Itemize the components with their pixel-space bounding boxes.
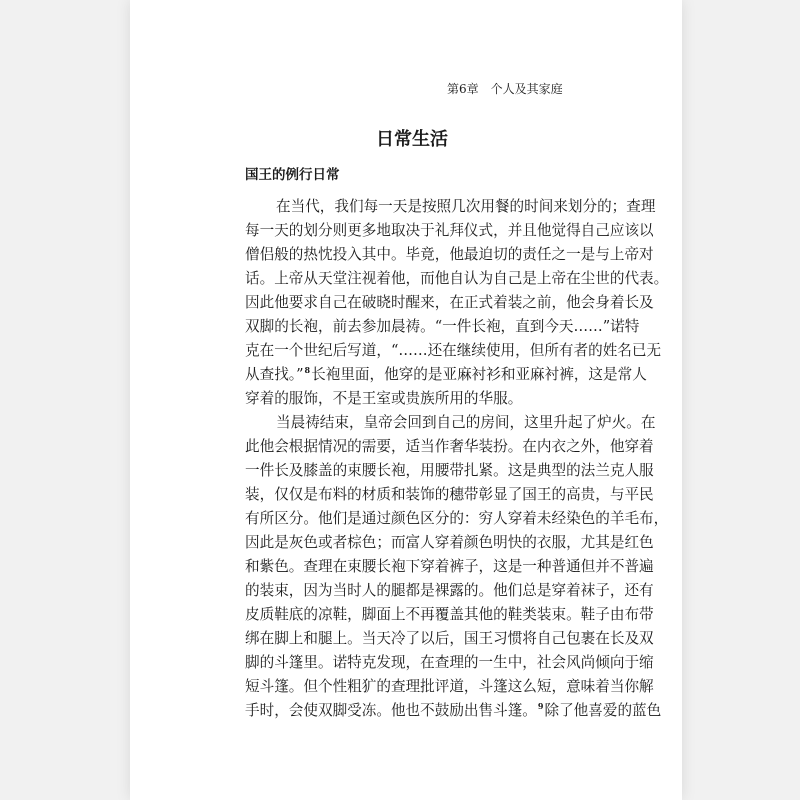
text-line — [245, 435, 654, 459]
text-line — [245, 603, 654, 627]
line-text: 和紫色。查理在束腰长袍下穿着裤子，这是一种普通但并不普遍 — [245, 558, 654, 575]
text-line — [245, 627, 654, 651]
text-line — [245, 699, 662, 723]
line-text: 长袍里面，他穿的是亚麻衬衫和亚麻衬裤，这是常人 — [311, 366, 647, 383]
text-line — [245, 555, 654, 579]
line-text: 克在一个世纪后写道，“……还在继续使用，但所有者的姓名已无 — [245, 342, 662, 359]
line-text: 因此是灰色或者棕色；而富人穿着颜色明快的衣服，尤其是红色 — [245, 534, 654, 551]
text-line — [245, 291, 654, 315]
text-line — [245, 363, 647, 387]
line-text: 皮质鞋底的凉鞋，脚面上不再覆盖其他的鞋类装束。鞋子由布带 — [245, 606, 654, 623]
body-text — [245, 195, 669, 723]
text-line — [245, 651, 654, 675]
text-line — [245, 219, 654, 243]
running-head: 第6章 个人及其家庭 — [447, 82, 563, 96]
text-line — [245, 411, 656, 435]
line-text: 当晨祷结束，皇帝会回到自己的房间，这里升起了炉火。在 — [276, 414, 656, 431]
text-line — [245, 579, 654, 603]
text-line — [245, 459, 654, 483]
line-text: 话。上帝从天堂注视着他，而他自认为自己是上帝在尘世的代表。 — [245, 270, 669, 287]
line-text: 在当代，我们每一天是按照几次用餐的时间来划分的；查理 — [276, 198, 656, 215]
text-line — [245, 195, 656, 219]
line-text: 手时，会使双脚受冻。他也不鼓励出售斗篷。 — [245, 702, 537, 719]
text-line — [245, 483, 654, 507]
line-text: 穿着的服饰，不是王室或贵族所用的华服。 — [245, 390, 523, 407]
text-line — [245, 387, 583, 411]
book-page — [130, 0, 682, 800]
line-text: 短斗篷。但个性粗犷的查理批评道，斗篷这么短，意味着当你解 — [245, 678, 654, 695]
text-line — [245, 531, 654, 555]
line-text: 从查找。” — [245, 366, 304, 383]
section-heading: 国王的例行日常 — [245, 167, 340, 183]
line-text: 一件长及膝盖的束腰长袍，用腰带扎紧。这是典型的法兰克人服 — [245, 462, 654, 479]
text-line — [245, 315, 640, 339]
line-text: 绑在脚上和腿上。当天冷了以后，国王习惯将自己包裹在长及双 — [245, 630, 654, 647]
footnote-marker: 9 — [537, 701, 544, 711]
text-line — [245, 339, 662, 363]
text-line — [245, 267, 669, 291]
text-line — [245, 507, 669, 531]
line-text: 僧侣般的热忱投入其中。毕竟，他最迫切的责任之一是与上帝对 — [245, 246, 654, 263]
line-text: 每一天的划分则更多地取决于礼拜仪式，并且他觉得自己应该以 — [245, 222, 654, 239]
line-text: 因此他要求自己在破晓时醒来，在正式着装之前，他会身着长及 — [245, 294, 654, 311]
text-line — [245, 675, 654, 699]
footnote-marker: 8 — [304, 365, 311, 375]
line-text: 此他会根据情况的需要，适当作奢华装扮。在内衣之外，他穿着 — [245, 438, 654, 455]
line-text: 双脚的长袍，前去参加晨祷。“一件长袍，直到今天……”诺特 — [245, 318, 640, 335]
page-title: 日常生活 — [376, 129, 448, 150]
line-text: 脚的斗篷里。诺特克发现，在查理的一生中，社会风尚倾向于缩 — [245, 654, 654, 671]
line-text: 除了他喜爱的蓝色 — [544, 702, 662, 719]
line-text: 有所区分。他们是通过颜色区分的：穷人穿着未经染色的羊毛布， — [245, 510, 669, 527]
line-text: 装，仅仅是布料的材质和装饰的穗带彰显了国王的高贵，与平民 — [245, 486, 654, 503]
line-text: 的装束，因为当时人的腿都是裸露的。他们总是穿着袜子，还有 — [245, 582, 654, 599]
text-line — [245, 243, 654, 267]
